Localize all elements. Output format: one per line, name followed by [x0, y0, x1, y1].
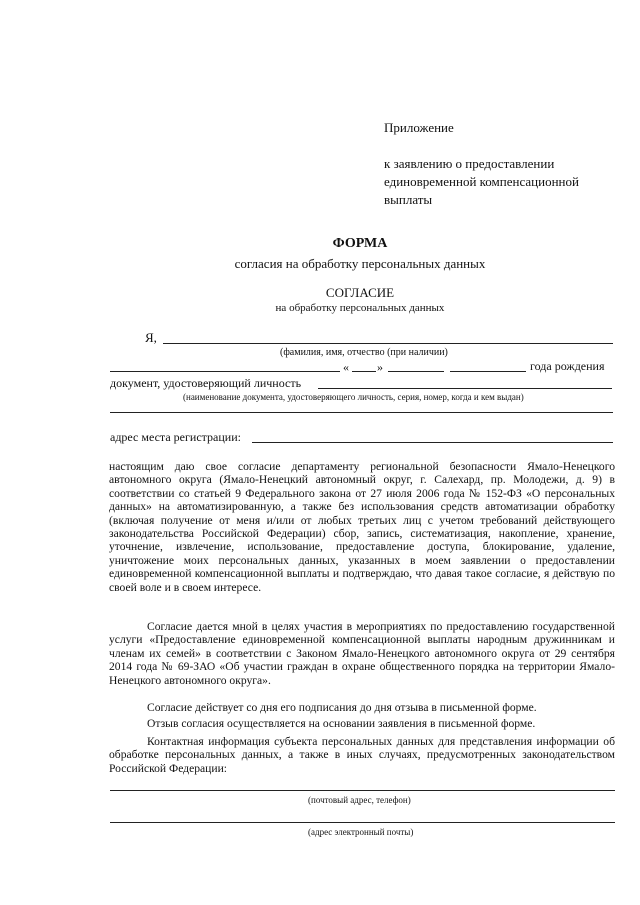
consent-title: СОГЛАСИЕ [325, 285, 395, 300]
appendix-label: Приложение [384, 120, 454, 135]
doc-field-line-2[interactable] [110, 412, 613, 413]
consent-paragraph-1: настоящим даю свое согласие департаменту региональной безопасности Ямало-Ненецкого автономного округа (Ямало-Ненецкий автономный округ, г. Салехард, пр. Молодежи, д. 9) в соответствии со статьей 9 Федерального закона от 27 июля 2006 года № 152-ФЗ «О персональных данных» на автоматизированную, а также без использования средств автоматизации обработку (включая получение от меня и/или от любых третьих лиц с учетом требований действующего законодательства Российской Федерации) сбор, запись, систематизация, накопление, хранение, уточнение, извлечение, использование, предоставление доступа, блокирование, удаление, уничтожение моих персональных данных, указанных в моем заявлении о предоставлении единовременной компенсационной выплаты и подтверждаю, что давая такое согласие, я действую по своей воле и в своем интересе. [109, 460, 615, 594]
contact-info [109, 735, 615, 775]
consent-paragraph-4: Отзыв согласия осуществляется на основании заявления в письменной форме. [147, 717, 536, 731]
appendix-to-line3: выплаты [384, 192, 433, 207]
postal-caption: (почтовый адрес, телефон) [308, 795, 411, 805]
birth-field-line-1[interactable] [110, 371, 340, 372]
name-field-line[interactable] [163, 343, 613, 344]
consent-paragraph-3: Согласие действует со дня его подписания до дня отзыва в письменной форме. [147, 701, 537, 714]
email-field-line[interactable] [110, 822, 615, 823]
postal-field-line[interactable] [110, 790, 615, 791]
form-subtitle: согласия на обработку персональных данных [234, 256, 486, 271]
i-label: Я, [145, 330, 157, 345]
date-close-quote: » [377, 360, 383, 374]
appendix-to-line1: к заявлению о предоставлении [384, 156, 555, 171]
consent-terms [109, 701, 615, 731]
appendix-to-line2: единовременной компенсационной [384, 174, 579, 189]
form-title: ФОРМА [332, 236, 388, 251]
address-field-line[interactable] [252, 442, 613, 443]
doc-label: документ, удостоверяющий личность [110, 376, 302, 390]
email-caption: (адрес электронный почты) [308, 827, 414, 837]
birth-year-line[interactable] [450, 371, 526, 372]
birth-label: года рождения [530, 359, 605, 373]
name-caption: (фамилия, имя, отчество (при наличии) [280, 347, 448, 358]
consent-paragraph-5: Контактная информация субъекта персональных данных для представления информации об обработке персональных данных, а также в иных случаях, предусмотренных законодательством Российской Федерации: [109, 735, 615, 775]
consent-body [109, 460, 615, 594]
consent-purpose [109, 620, 615, 687]
address-label: адрес места регистрации: [110, 430, 241, 444]
date-open-quote: « [343, 360, 349, 374]
doc-caption: (наименование документа, удостоверяющего личность, серия, номер, когда и кем выдан) [183, 392, 524, 402]
birth-day-line[interactable] [352, 371, 376, 372]
birth-month-line[interactable] [388, 371, 444, 372]
consent-paragraph-2: Согласие дается мной в целях участия в мероприятиях по предоставлению государственной услуги «Предоставление единовременной компенсационной выплаты народным дружинникам и членам их семей» в соответствии с Законом Ямало-Ненецкого автономного округа от 29 сентября 2014 года № 69-ЗАО «Об участии граждан в охране общественного порядка на территории Ямало-Ненецкого автономного округа». [109, 620, 615, 687]
consent-subtitle: на обработку персональных данных [275, 302, 445, 314]
doc-field-line[interactable] [318, 388, 612, 389]
